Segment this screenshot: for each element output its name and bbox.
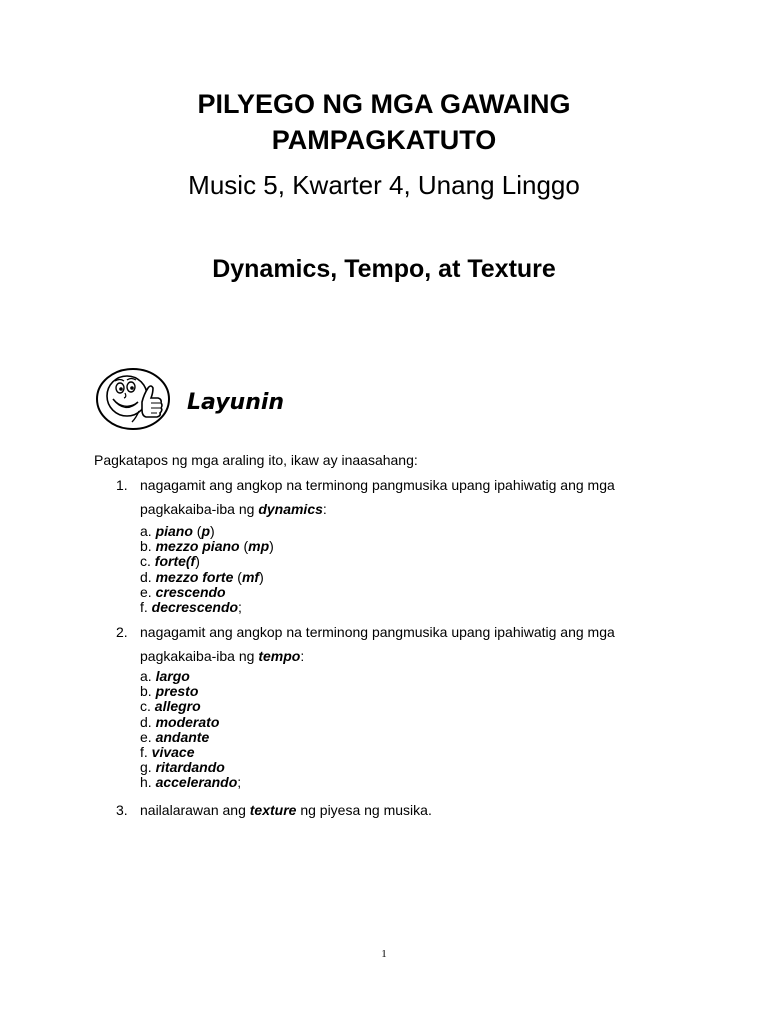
- list-item: d. mezzo forte (mf): [140, 568, 264, 585]
- intro-text: Pagkatapos ng mga araling ito, ikaw ay inaasahang:: [94, 452, 418, 468]
- lesson-heading: Dynamics, Tempo, at Texture: [212, 255, 556, 283]
- term-texture: texture: [249, 802, 297, 818]
- objective-line: pagkakaiba-iba ng dynamics:: [140, 501, 327, 517]
- objective-line: nagagamit ang angkop na terminong pangmusika upang ipahiwatig ang mga: [140, 477, 615, 493]
- list-item: d. moderato: [140, 713, 220, 730]
- list-item: g. ritardando: [140, 759, 225, 776]
- list-item: f. decrescendo;: [140, 599, 242, 616]
- section-label-layunin: Layunin: [187, 390, 285, 415]
- list-item: b. mezzo piano (mp): [140, 538, 274, 555]
- list-item: h. accelerando;: [140, 774, 242, 791]
- list-item: e. crescendo: [140, 583, 226, 600]
- list-item: c. forte(f): [140, 553, 200, 570]
- document-subtitle: Music 5, Kwarter 4, Unang Linggo: [188, 170, 580, 200]
- dynamics-list: [140, 524, 274, 615]
- list-item: f. vivace: [140, 744, 195, 761]
- term-dynamics: dynamics: [258, 501, 323, 517]
- objective-line: nagagamit ang angkop na terminong pangmusika upang ipahiwatig ang mga: [140, 624, 615, 640]
- title-line-1: PILYEGO NG MGA GAWAING: [197, 89, 571, 119]
- title-line-2: PAMPAGKATUTO: [271, 125, 497, 155]
- objective-line: pagkakaiba-iba ng tempo:: [140, 648, 305, 664]
- objective-number: 3.: [116, 802, 128, 818]
- thumbs-up-smiley-icon: [94, 366, 172, 432]
- tempo-list: [140, 669, 241, 791]
- objective-number: 2.: [116, 624, 128, 640]
- list-item: a. piano (p): [140, 523, 215, 539]
- objective-number: 1.: [116, 477, 128, 493]
- list-item: c. allegro: [140, 698, 201, 715]
- document-title: [0, 86, 768, 158]
- list-item: e. andante: [140, 728, 210, 745]
- page-number: 1: [381, 948, 387, 960]
- objective-line: nailalarawan ang texture ng piyesa ng musika.: [140, 802, 432, 818]
- list-item: a. largo: [140, 668, 190, 684]
- term-tempo: tempo: [258, 648, 301, 664]
- list-item: b. presto: [140, 683, 199, 700]
